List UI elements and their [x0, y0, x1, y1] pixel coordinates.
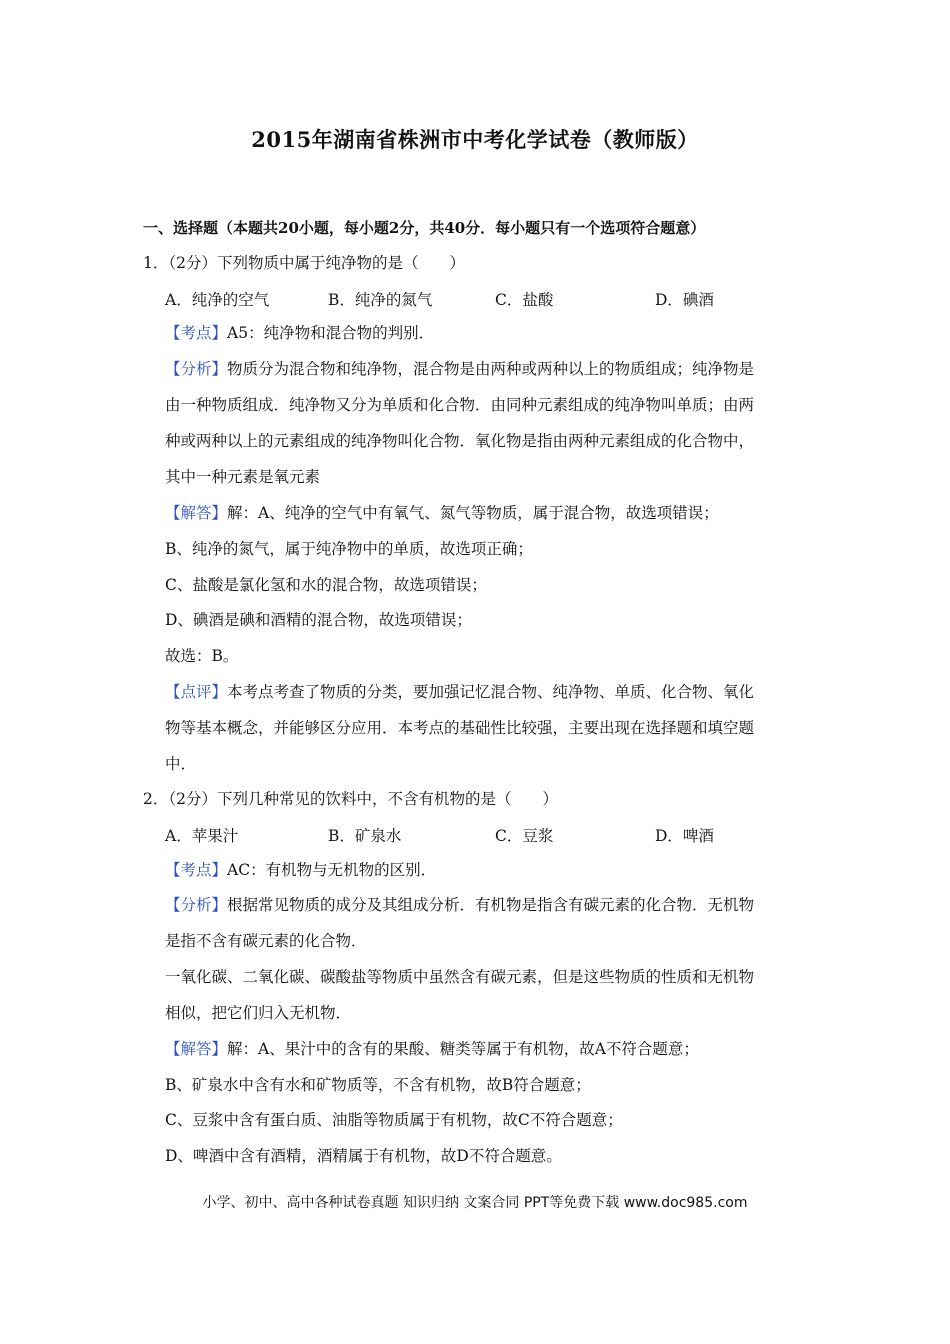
kaodian-tag: 【考点】 — [165, 861, 228, 879]
fenxi-tag: 【分析】 — [165, 896, 228, 914]
question-2-option-d: D．啤酒 — [655, 827, 714, 845]
question-2-stem: 2．（2分）下列几种常见的饮料中，不含有机物的是（ ） — [143, 790, 558, 808]
question-1-fenxi-line-3: 种或两种以上的元素组成的纯净物叫化合物．氧化物是指由两种元素组成的化合物中， — [165, 432, 755, 450]
jieda-tag: 【解答】 — [165, 1040, 228, 1058]
question-1-fenxi-line-2: 由一种物质组成．纯净物又分为单质和化合物．由同种元素组成的纯净物叫单质；由两 — [165, 396, 755, 414]
question-1-jieda-line-1 — [165, 503, 719, 523]
jieda-text: 解：A、果汁中的含有的果酸、糖类等属于有机物，故A不符合题意； — [227, 1040, 699, 1058]
question-1-option-c: C．盐酸 — [495, 291, 554, 309]
page-title: 2015年湖南省株洲市中考化学试卷（教师版） — [251, 127, 699, 152]
kaodian-tag: 【考点】 — [165, 324, 228, 342]
question-1-fenxi-line-4: 其中一种元素是氧元素 — [165, 468, 321, 486]
dianping-tag: 【点评】 — [165, 683, 228, 701]
question-2-kaodian — [165, 860, 436, 880]
section-heading: 一、选择题（本题共20小题，每小题2分，共40分．每小题只有一个选项符合题意） — [143, 219, 706, 237]
question-1-options — [165, 288, 805, 308]
question-1-jieda-line-3: C、盐酸是氯化氢和水的混合物，故选项错误； — [165, 576, 487, 594]
question-2-fenxi-line-4: 相似，把它们归入无机物． — [165, 1004, 352, 1022]
question-2-fenxi-line-3: 一氧化碳、二氧化碳、碳酸盐等物质中虽然含有碳元素，但是这些物质的性质和无机物 — [165, 968, 755, 986]
jieda-tag: 【解答】 — [165, 504, 228, 522]
question-1-dianping-line-1 — [165, 682, 754, 702]
question-2-options — [165, 824, 805, 844]
question-2-jieda-line-4: D、啤酒中含有酒精，酒精属于有机物，故D不符合题意。 — [165, 1147, 562, 1165]
question-2-jieda-line-3: C、豆浆中含有蛋白质、油脂等物质属于有机物，故C不符合题意； — [165, 1111, 623, 1129]
question-2-jieda-line-2: B、矿泉水中含有水和矿物质等，不含有机物，故B符合题意； — [165, 1076, 591, 1094]
question-2-option-b: B．矿泉水 — [328, 827, 402, 845]
jieda-text: 解：A、纯净的空气中有氧气、氮气等物质，属于混合物，故选项错误； — [227, 504, 719, 522]
question-1-stem: 1．（2分）下列物质中属于纯净物的是（ ） — [143, 254, 465, 272]
fenxi-text: 根据常见物质的成分及其组成分析．有机物是指含有碳元素的化合物．无机物 — [227, 896, 755, 914]
question-2-fenxi-line-2: 是指不含有碳元素的化合物． — [165, 932, 367, 950]
kaodian-text: AC：有机物与无机物的区别． — [227, 861, 437, 879]
question-1-dianping-line-3: 中． — [165, 755, 197, 773]
kaodian-text: A5：纯净物和混合物的判别． — [227, 324, 435, 342]
page-footer: 小学、初中、高中各种试卷真题 知识归纳 文案合同 PPT等免费下载 www.doc985.com — [202, 1195, 748, 1211]
fenxi-text: 物质分为混合物和纯净物，混合物是由两种或两种以上的物质组成；纯净物是 — [227, 360, 755, 378]
question-1-jieda-line-2: B、纯净的氮气，属于纯净物中的单质，故选项正确； — [165, 540, 533, 558]
question-1-option-b: B．纯净的氮气 — [328, 291, 433, 309]
question-1-jieda-line-4: D、碘酒是碘和酒精的混合物，故选项错误； — [165, 611, 472, 629]
question-2-jieda-line-1 — [165, 1039, 699, 1059]
question-1-option-a: A．纯净的空气 — [165, 291, 270, 309]
dianping-text: 本考点考查了物质的分类，要加强记忆混合物、纯净物、单质、化合物、氧化 — [227, 683, 755, 701]
question-1-dianping-line-2: 物等基本概念，并能够区分应用．本考点的基础性比较强，主要出现在选择题和填空题 — [165, 719, 755, 737]
question-2-fenxi-line-1 — [165, 895, 754, 915]
fenxi-tag: 【分析】 — [165, 360, 228, 378]
question-1-kaodian — [165, 323, 434, 343]
question-1-jieda-line-5: 故选：B。 — [165, 647, 239, 665]
question-2-option-c: C．豆浆 — [495, 827, 554, 845]
question-2-option-a: A．苹果汁 — [165, 827, 239, 845]
question-1-option-d: D．碘酒 — [655, 291, 714, 309]
question-1-fenxi-line-1 — [165, 359, 754, 379]
